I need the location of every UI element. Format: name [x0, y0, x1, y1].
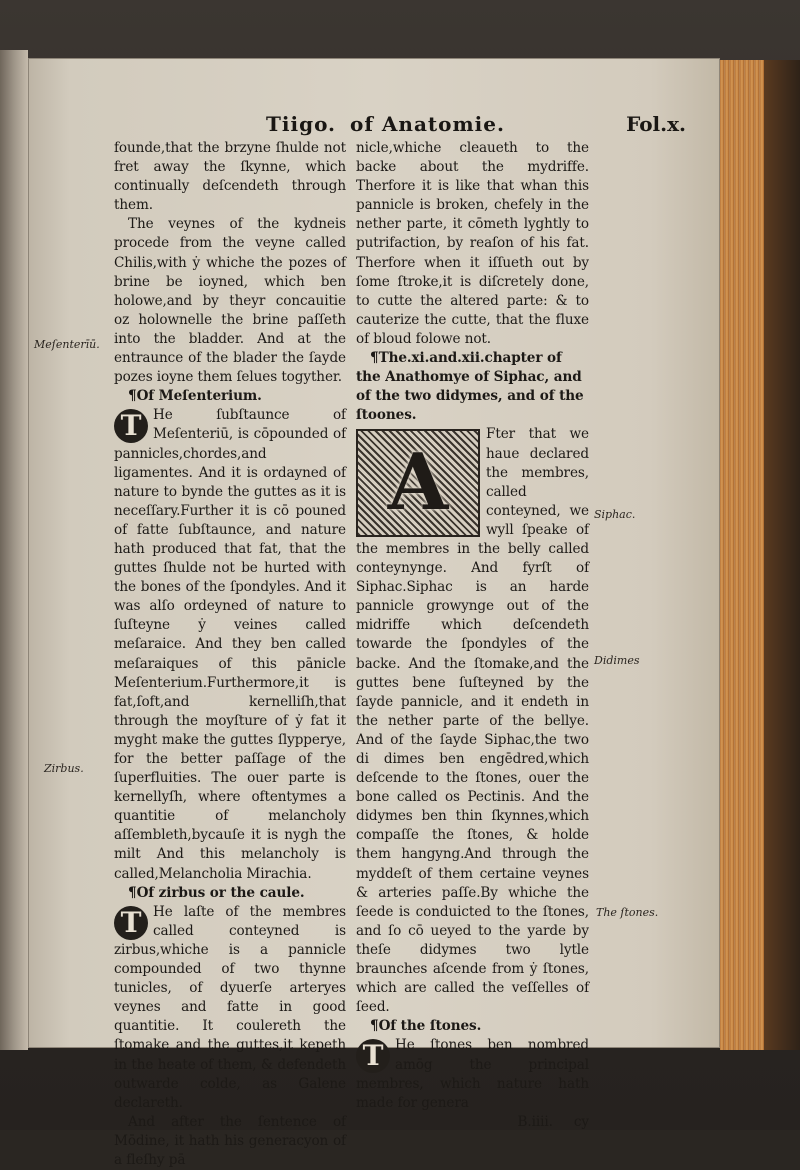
- catchword: cy: [573, 1113, 589, 1130]
- running-head-left: Tiigo.: [266, 112, 337, 136]
- heading-text: Of the ſtones.: [378, 1018, 482, 1035]
- text-column-right: [356, 139, 589, 1132]
- marginal-note-siphac: Siphac.: [594, 508, 636, 521]
- paragraph-text: He ſubſtaunce of Meſenteriū, is cōpounded of pannicles,chordes,and ligamentes. And it is ordayned of nature to bynde the guttes as it is neceſſary.Further it is cō pouned of fatte ſubſtaunce, and nature hath produced that fat, that the guttes ſhulde not be hurted with the bones of the ſpondyles. And it was alſo ordeyned of nature to ſuſteyne ẏ veines called meſaraice. And they ben called meſaraiques of this pānicle Meſenterium.Furthermore,it is fat,ſoft,and kernelliſh,that through the moyſture of ẏ fat it myght make the guttes ſlypperye, for the better paſſage of the ſuperfluities. The ouer parte is kernellyſh, where oftentymes a quantitie of melancholy aſſembleth,bycauſe it is nygh the milt And this melancholy is called,Melancholia Mirachia.: [114, 407, 346, 882]
- running-head: [60, 112, 710, 140]
- section-heading-stones: [356, 1017, 589, 1036]
- paragraph: And after the ſentence of Mōdine, it hath his generacyon of a fleſhy pā: [114, 1113, 346, 1168]
- paragraph-text: He laſte of the membres called conteyned is zirbus,whiche is a pannicle compounded of two thynne tunicles, of dyuerſe arteryes veynes and fatte in good quantitie. It coulereth the ſtomake and the guttes,it kepeth in the heate of them, & defendeth outwarde colde, as Galene declareth.: [114, 903, 346, 1111]
- marginal-note-zirbus: Zirbus.: [44, 762, 84, 775]
- woodcut-initial: [356, 429, 480, 537]
- drop-cap: T: [356, 1039, 390, 1073]
- heading-text: Of zirbus or the caule.: [136, 884, 305, 901]
- paragraph: [114, 406, 346, 883]
- paragraph: [356, 425, 589, 1017]
- left-page-edge: [0, 50, 28, 1050]
- marginal-note-mesenterium: Meſenterīū.: [34, 338, 100, 351]
- marginal-note-didimes: Didimes: [594, 654, 640, 667]
- paragraph: The veynes of the kydneis procede from the veyne called Chilis,with ẏ whiche the pozes of brine be ioyned, which ben holowe,and by theyr concauitie oz holownelle the brine paſſeth into the bladder. And at the entraunce of the blader the ſayde pozes ioyne them ſelues togyther.: [114, 216, 346, 386]
- signature-mark: B.iiii.: [517, 1113, 553, 1130]
- section-heading-zirbus: [114, 884, 346, 903]
- paragraph: nicle,whiche cleaueth to the backe about the mydriffe. Therfore it is like that whan this pannicle is broken, chefely in the nether parte, it cōmeth lyghtly to putrifaction, by reaſon of his fat. Therfore when it iſſueth out by ſome ſtroke,it is diſcretely done, to cutte the altered parte: & to cauterize the cutte, that the fluxe of bloud folowe not.: [356, 140, 589, 347]
- paragraph: [114, 903, 346, 1113]
- paragraph-text: Fter that we haue declared the membres, called conteyned, we wyll ſpeake of the membres in the belly called conteynynge. And fyrſt of Siphac.Siphac is an harde pannicle growynge out of the midriffe which deſcendeth towarde the ſpondyles of the backe. And the ſtomake,and the guttes bene ſuſteyned by the ſayde pannicle, and it endeth in the nether parte of the bellye. And of the ſayde Siphac,the two di dimes ben engēdred,which deſcende to the ſtones, ouer the bone called os Pectinis. And the didymes ben thin ſkynnes,which compaſſe the ſtones, & holde them hangyng.And through the myddeſt of them certaine veynes & arteries paſſe.By whiche the ſeede is conduicted to the ſtones, and ſo cō ueyed to the yarde by theſe didymes two lytle braunches aſcende from ẏ ſtones, which are called the veſſelles of ſeed.: [356, 426, 589, 1016]
- woodcut-letter: A: [387, 437, 449, 529]
- dark-margin: [764, 60, 800, 1050]
- text-column-left: [114, 139, 346, 1170]
- paragraph: founde,that the brzyne ſhulde not fret away the ſkynne, which continually deſcendeth through them.: [114, 140, 346, 214]
- signature-line: [356, 1113, 589, 1132]
- chapter-heading: [356, 349, 589, 425]
- section-heading-mesenterium: [114, 387, 346, 406]
- drop-cap: T: [114, 409, 148, 443]
- paragraph-text: He ſtones ben nombred amōg the principal membres, which nature hath made for genera: [356, 1037, 589, 1111]
- pilcrow-icon: ¶: [128, 388, 137, 405]
- paragraph: [356, 1036, 589, 1112]
- running-head-title: of Anatomie.: [350, 112, 505, 136]
- heading-text: The.xi.and.xii.chapter of the Anathomye of Siphac, and of the two didymes, and of the ſtoones.: [356, 350, 584, 424]
- heading-text: Of Meſenterium.: [136, 388, 262, 405]
- drop-cap: T: [114, 906, 148, 940]
- folio-number: Fol.x.: [626, 112, 686, 136]
- pilcrow-icon: ¶: [128, 884, 137, 901]
- marginal-note-stones: The ſtones.: [596, 906, 659, 919]
- pilcrow-icon: ¶: [370, 350, 379, 367]
- pilcrow-icon: ¶: [370, 1018, 379, 1035]
- page-fore-edge: [720, 60, 764, 1050]
